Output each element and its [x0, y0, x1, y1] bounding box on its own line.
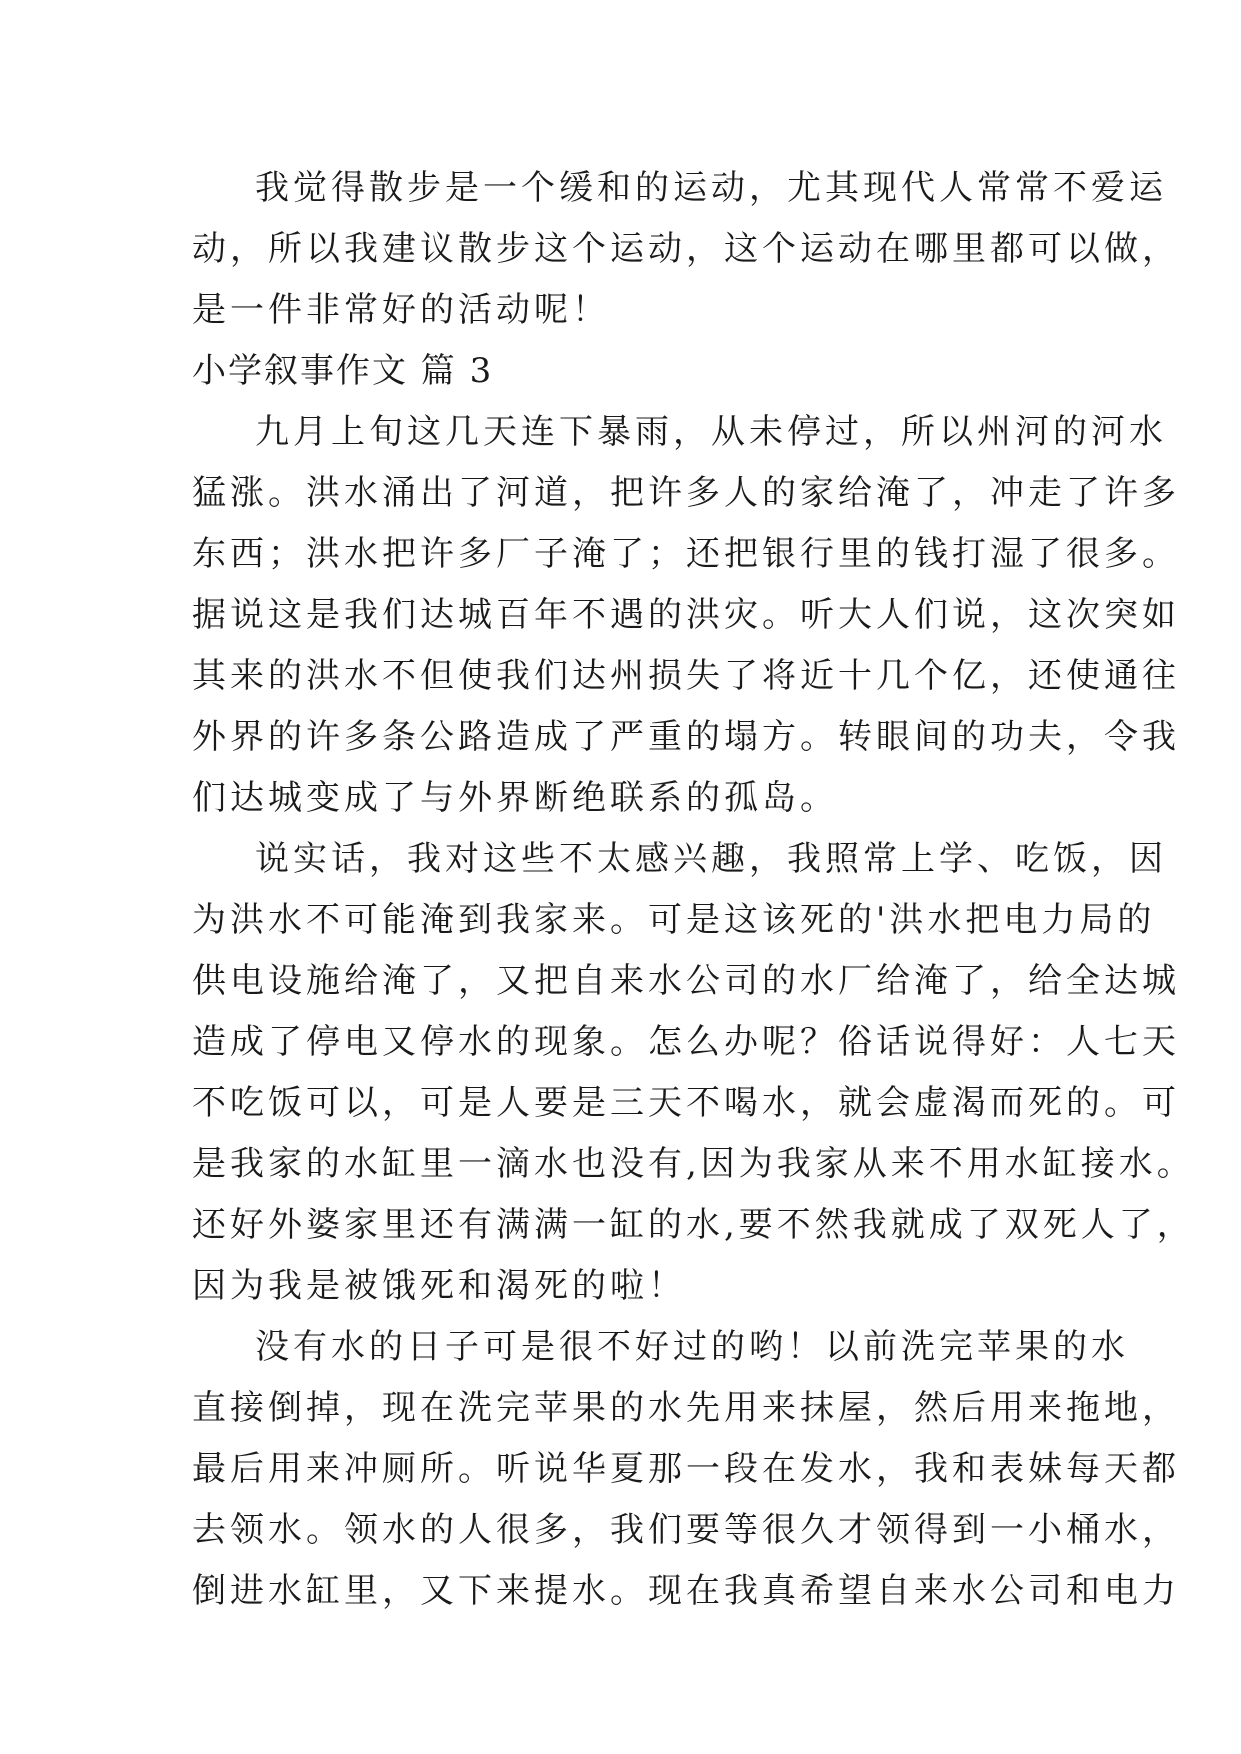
- paragraph-line: 是我家的水缸里一滴水也没有,因为我家从来不用水缸接水。: [192, 1144, 1195, 1184]
- paragraph-line: 因为我是被饿死和渴死的啦！: [192, 1266, 686, 1306]
- document-body: [192, 158, 1195, 1622]
- paragraph-line: 造成了停电又停水的现象。怎么办呢？俗话说得好：人七天: [192, 1022, 1180, 1062]
- paragraph-line: 们达城变成了与外界断绝联系的孤岛。: [192, 778, 838, 818]
- paragraph-line: 外界的许多条公路造成了严重的塌方。转眼间的功夫，令我: [192, 717, 1180, 757]
- paragraph-line: 东西；洪水把许多厂子淹了；还把银行里的钱打湿了很多。: [192, 534, 1180, 574]
- paragraph-line: 没有水的日子可是很不好过的哟！以前洗完苹果的水: [255, 1327, 1129, 1367]
- paragraph-line: 我觉得散步是一个缓和的运动，尤其现代人常常不爱运: [255, 168, 1167, 208]
- paragraph-line: 为洪水不可能淹到我家来。可是这该死的'洪水把电力局的: [192, 900, 1156, 940]
- paragraph-line: 据说这是我们达城百年不遇的洪灾。听大人们说，这次突如: [192, 595, 1180, 635]
- paragraph-line: 猛涨。洪水涌出了河道，把许多人的家给淹了，冲走了许多: [192, 473, 1180, 513]
- paragraph-line: 不吃饭可以，可是人要是三天不喝水，就会虚渴而死的。可: [192, 1083, 1180, 1123]
- paragraph-line: 说实话，我对这些不太感兴趣，我照常上学、吃饭，因: [255, 839, 1167, 879]
- paragraph-line: 动，所以我建议散步这个运动，这个运动在哪里都可以做，: [192, 229, 1180, 269]
- paragraph-line: 九月上旬这几天连下暴雨，从未停过，所以州河的河水: [255, 412, 1167, 452]
- paragraph-line: 还好外婆家里还有满满一缸的水,要不然我就成了双死人了，: [192, 1205, 1195, 1245]
- paragraph-line: 去领水。领水的人很多，我们要等很久才领得到一小桶水，: [192, 1510, 1180, 1550]
- section-heading: 小学叙事作文 篇 3: [192, 351, 494, 391]
- paragraph-line: 是一件非常好的活动呢！: [192, 290, 610, 330]
- paragraph-line: 直接倒掉，现在洗完苹果的水先用来抹屋，然后用来拖地，: [192, 1388, 1180, 1428]
- paragraph-line: 最后用来冲厕所。听说华夏那一段在发水，我和表妹每天都: [192, 1449, 1180, 1489]
- paragraph-line: 供电设施给淹了，又把自来水公司的水厂给淹了，给全达城: [192, 961, 1180, 1001]
- paragraph-line: 倒进水缸里，又下来提水。现在我真希望自来水公司和电力: [192, 1571, 1180, 1611]
- paragraph-line: 其来的洪水不但使我们达州损失了将近十几个亿，还使通往: [192, 656, 1180, 696]
